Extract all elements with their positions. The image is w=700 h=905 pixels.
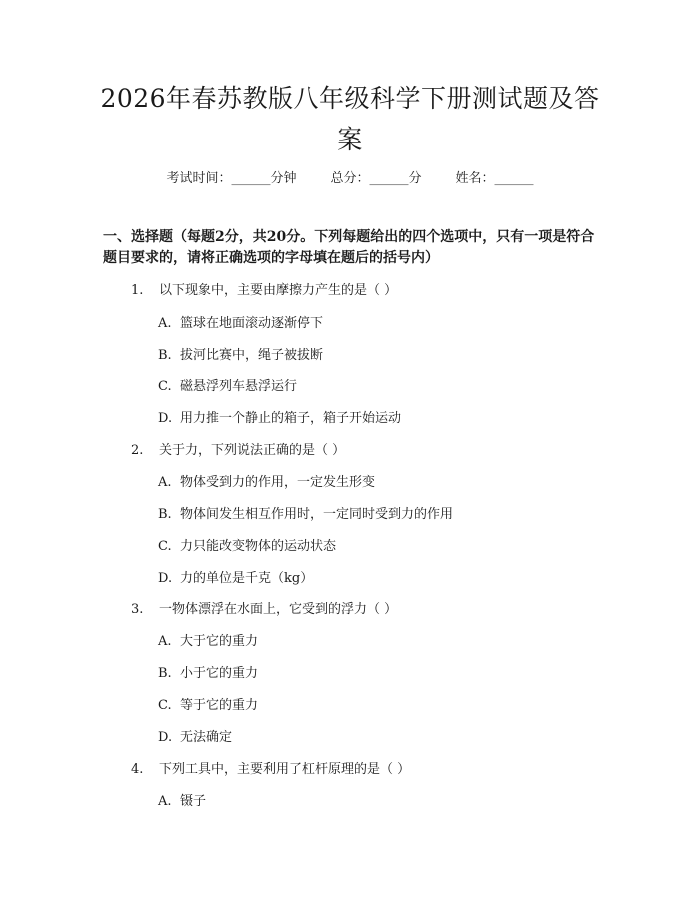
question-text: 关于力，下列说法正确的是（ ） [159,443,346,458]
question-2-option-b [158,506,453,524]
option-letter: D. [158,730,173,745]
question-1-option-a [158,315,323,333]
student-name-label: 姓名：______ [455,171,534,186]
option-text: 磁悬浮列车悬浮运行 [180,379,298,394]
option-letter: A. [158,794,172,809]
question-3 [131,601,397,619]
option-text: 力只能改变物体的运动状态 [180,539,337,554]
option-text: 无法确定 [180,730,233,745]
option-text: 篮球在地面滚动逐渐停下 [180,316,324,331]
question-2-option-c [158,538,336,556]
exam-time-label: 考试时间：______分钟 [166,171,297,186]
question-2 [131,442,345,460]
option-letter: A. [158,475,172,490]
option-letter: D. [158,571,173,586]
question-number: 3. [131,602,144,617]
option-letter: D. [158,411,173,426]
question-3-option-c [158,697,258,715]
question-1-option-c [158,378,297,396]
question-text: 一物体漂浮在水面上，它受到的浮力（ ） [159,602,398,617]
question-1 [131,282,397,300]
question-number: 4. [131,762,144,777]
option-text: 小于它的重力 [180,666,259,681]
option-text: 等于它的重力 [180,698,259,713]
document-title: 2026年春苏教版八年级科学下册测试题及答案 [100,84,600,154]
option-letter: B. [158,507,172,522]
option-text: 用力推一个静止的箱子，箱子开始运动 [180,411,402,426]
option-letter: C. [158,379,172,394]
option-letter: B. [158,666,172,681]
question-2-option-d [158,570,313,588]
total-score-label: 总分：______分 [330,171,422,186]
option-text: 镊子 [180,794,207,809]
question-4 [131,761,410,779]
question-2-option-a [158,474,375,492]
question-1-option-b [158,347,323,365]
option-letter: C. [158,698,172,713]
option-text: 大于它的重力 [180,634,259,649]
option-letter: C. [158,539,172,554]
question-3-option-b [158,665,258,683]
question-number: 1. [131,283,144,298]
option-letter: B. [158,348,172,363]
question-number: 2. [131,443,144,458]
exam-meta-line [0,170,700,188]
question-1-option-d [158,410,401,428]
question-3-option-a [158,633,258,651]
option-letter: A. [158,316,172,331]
option-text: 物体受到力的作用，一定发生形变 [180,475,376,490]
question-text: 下列工具中，主要利用了杠杆原理的是（ ） [159,762,411,777]
option-text: 物体间发生相互作用时，一定同时受到力的作用 [180,507,454,522]
option-text: 拔河比赛中，绳子被拔断 [180,348,324,363]
option-text: 力的单位是千克（kg） [180,571,314,586]
section-heading-multiple-choice: 一、选择题（每题2分，共20分。下列每题给出的四个选项中，只有一项是符合题目要求的，请将正确选项的字母填在题后的括号内） [103,229,595,266]
question-text: 以下现象中，主要由摩擦力产生的是（ ） [159,283,398,298]
option-letter: A. [158,634,172,649]
question-3-option-d [158,729,232,747]
question-4-option-a [158,793,206,811]
